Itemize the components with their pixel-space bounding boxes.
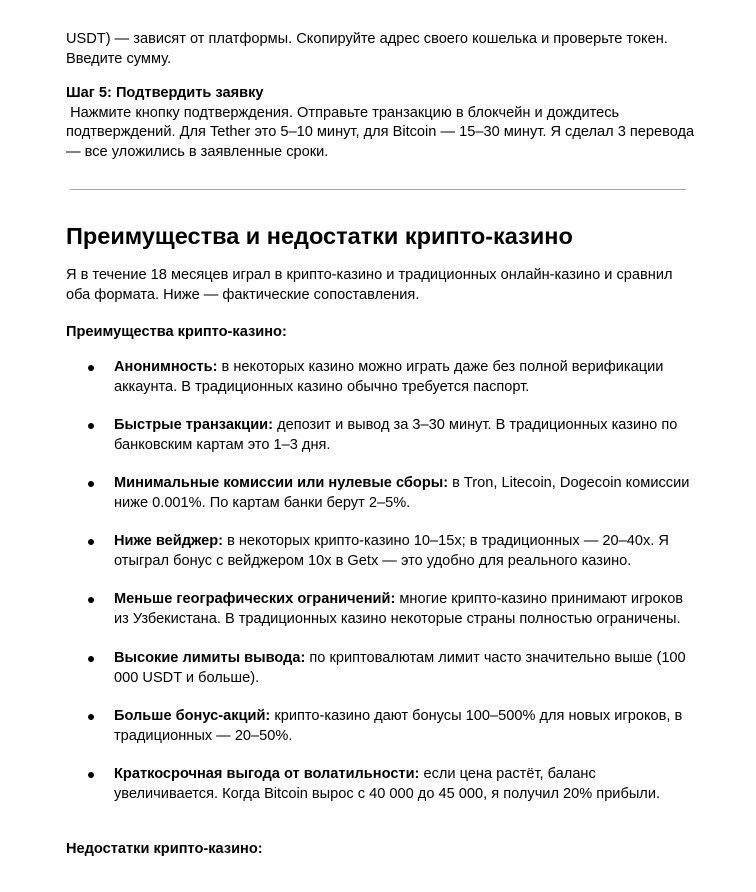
step-5 — [66, 84, 699, 162]
bullet-icon — [88, 365, 94, 371]
list-item-desc: по криптовалютам лимит часто значительно выше (100 000 USDT и больше). — [114, 650, 686, 686]
list-item-desc: в Tron, Litecoin, Dogecoin комиссии ниже 0.001%. По картам банки берут 2–5%. — [114, 475, 690, 511]
pros-title — [66, 323, 696, 343]
list-item-term: Ниже вейджер: — [114, 533, 224, 549]
list-item — [66, 707, 696, 746]
bullet-icon — [88, 539, 94, 545]
list-item-text — [114, 649, 696, 688]
list-item-term: Высокие лимиты вывода: — [114, 650, 306, 666]
list-item — [66, 649, 696, 688]
list-item-text — [114, 765, 696, 804]
cons-title-text: Недостатки крипто-казино: — [66, 841, 263, 857]
cons-title — [66, 840, 696, 860]
section-intro — [66, 266, 696, 305]
list-item-desc: депозит и вывод за 3–30 минут. В традиционных казино по банковским картам это 1–3 дня. — [114, 417, 678, 453]
list-item-desc: если цена растёт, баланс увеличивается. Когда Bitcoin вырос с 40 000 до 45 000, я получил 20% прибыли. — [114, 766, 661, 802]
bullet-icon — [88, 597, 94, 603]
section-divider — [70, 189, 686, 190]
list-item-term: Быстрые транзакции: — [114, 417, 274, 433]
section-heading: Преимущества и недостатки крипто-казино — [66, 223, 573, 249]
bullet-icon — [88, 772, 94, 778]
list-item — [66, 474, 696, 513]
bullet-icon — [88, 656, 94, 662]
list-item-desc: многие крипто-казино принимают игроков из Узбекистана. В традиционных казино некоторые страны полностью ограничены. — [114, 591, 684, 627]
list-item-text — [114, 532, 696, 571]
section-intro-text: Я в течение 18 месяцев играл в крипто-казино и традиционных онлайн-казино и сравнил оба формата. Ниже — фактические сопоставления. — [66, 267, 673, 303]
list-item — [66, 590, 696, 629]
list-item-desc: крипто-казино дают бонусы 100–500% для новых игроков, в традиционных — 20–50%. — [114, 708, 683, 744]
step-5-body: Нажмите кнопку подтверждения. Отправьте транзакцию в блокчейн и дождитесь подтверждений. Для Tether это 5–10 минут, для Bitcoin — 15–30 минут. Я сделал 3 перевода — все уложились в заявленные сроки. — [66, 104, 699, 160]
list-item-text — [114, 707, 696, 746]
step-5-title: Шаг 5: Подтвердить заявку — [66, 85, 264, 101]
list-item-term: Краткосрочная выгода от волатильности: — [114, 766, 420, 782]
list-item-text — [114, 590, 696, 629]
list-item-term: Минимальные комиссии или нулевые сборы: — [114, 475, 449, 491]
list-item-text — [114, 474, 696, 513]
pros-title-text: Преимущества крипто-казино: — [66, 324, 287, 340]
list-item — [66, 358, 696, 397]
bullet-icon — [88, 423, 94, 429]
intro-paragraph — [66, 30, 696, 69]
bullet-icon — [88, 714, 94, 720]
list-item — [66, 416, 696, 455]
list-item-text — [114, 416, 696, 455]
intro-text: USDT) — зависят от платформы. Скопируйте адрес своего кошелька и проверьте токен. Введите сумму. — [66, 31, 668, 67]
list-item-desc: в некоторых крипто-казино 10–15x; в традиционных — 20–40x. Я отыграл бонус с вейджером 10x в Getx — это удобно для реального казино. — [114, 533, 669, 569]
list-item-term: Меньше географических ограничений: — [114, 591, 396, 607]
list-item — [66, 765, 696, 804]
list-item-term: Больше бонус-акций: — [114, 708, 271, 724]
bullet-icon — [88, 481, 94, 487]
list-item — [66, 532, 696, 571]
list-item-text — [114, 358, 696, 397]
list-item-term: Анонимность: — [114, 359, 218, 375]
list-item-desc: в некоторых казино можно играть даже без полной верификации аккаунта. В традиционных казино обычно требуется паспорт. — [114, 359, 664, 395]
